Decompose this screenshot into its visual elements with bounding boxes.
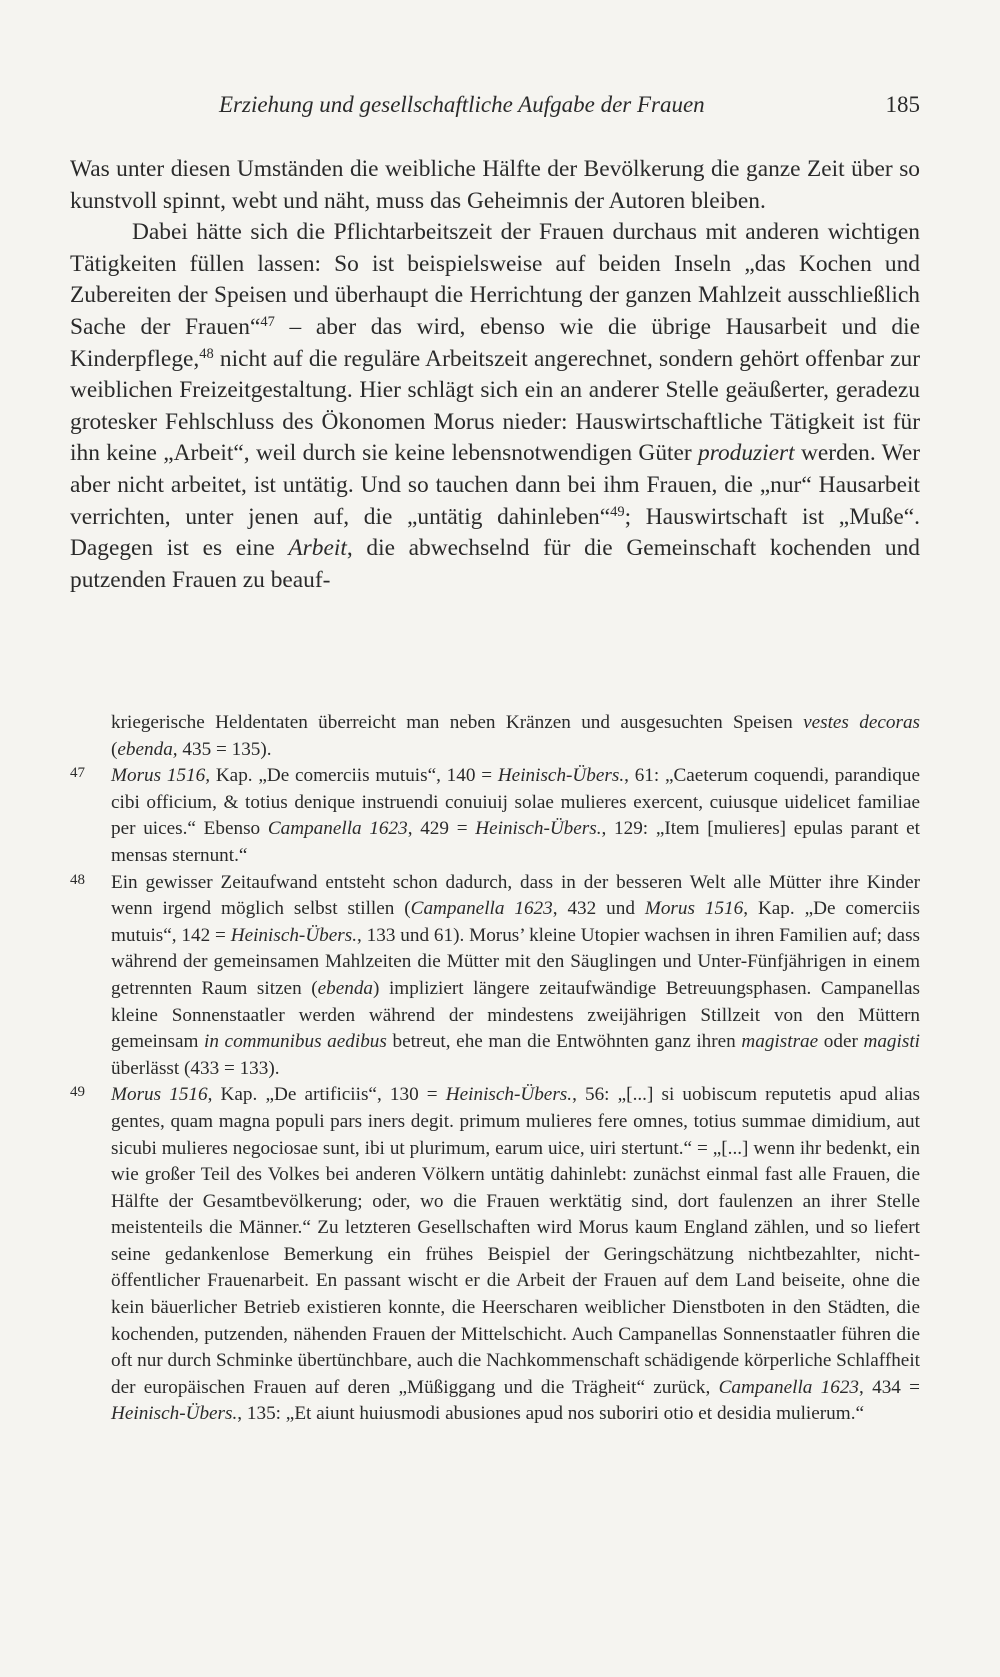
footnote-ref-49: 49 — [610, 503, 625, 520]
emphasis: in communibus aedibus — [204, 1031, 387, 1053]
text-run: , die abwechselnd für die Gemeinschaft kochenden und putzenden Frauen zu beauf- — [70, 535, 920, 593]
text-run: ; Hauswirtschaft ist „Muße“. Dagegen ist es eine — [70, 503, 920, 562]
text-run: werden. Wer aber nicht arbeitet, ist untätig. Und so tauchen dann bei ihm Frauen, die „nur“ Hausarbeit verrichten, unter jenen auf, die „untätig dahinleben“ — [70, 440, 920, 530]
footnote-number: 49 — [70, 1084, 85, 1101]
running-title: Erziehung und gesellschaftliche Aufgabe der Frauen — [219, 92, 705, 117]
text-run: 435 = 135). — [177, 738, 272, 760]
emphasis: Morus 1516 — [111, 1084, 208, 1106]
emphasis: Heinisch-Übers. — [230, 924, 358, 946]
main-text — [70, 154, 920, 596]
text-run: , 434 = — [859, 1376, 920, 1398]
footnote-48 — [70, 870, 920, 1083]
text-run: nicht auf die reguläre Arbeitszeit angerechnet, sondern gehört offenbar zur weiblichen Freizeitgestaltung. Hier schlägt sich ein an anderer Stelle geäußerter, geradezu grotesker Fehlschluss des Ökonomen Morus nieder: Hauswirtschaftliche Tätigkeit ist für ihn keine „Arbeit“, weil durch sie keine lebensnotwendigen Güter — [70, 345, 920, 467]
text-run: Kap. „De comerciis mutuis“, 140 = — [210, 765, 498, 787]
text-run: , 429 = — [407, 818, 476, 840]
text-run: , Kap. „De artificiis“, 130 = — [207, 1084, 446, 1106]
text-run: ) impliziert längere zeitaufwändige Betreuungsphasen. Campanellas kleine Sonnenstaatler werden während der mindestens zweijährigen Stillzeit von den Müttern gemeinsam — [111, 977, 920, 1053]
text-run: Dabei hätte sich die Pflichtarbeitszeit der Frauen durchaus mit anderen wichtigen Tätigkeiten füllen lassen: So ist beispielsweise auf beiden Inseln „das Kochen und Zubereiten der Speisen und überhaupt die Herrichtung der ganzen Mahlzeit ausschließlich Sache der Frauen“ — [70, 219, 920, 340]
footnotes — [70, 710, 920, 1428]
text-run: kriegerische Heldentaten überreicht man neben Kränzen und ausgesuchten Speisen — [111, 712, 804, 733]
text-run: ( — [111, 738, 118, 760]
emphasis: Heinisch-Übers. — [111, 1403, 238, 1425]
emphasis: Morus 1516, — [111, 765, 211, 787]
text-run: , 129: „Item [mulieres] epulas parant et mensas sternunt.“ — [111, 818, 920, 866]
page-number: 185 — [885, 92, 920, 117]
emphasis: ebenda, — [117, 738, 178, 760]
emphasis: produziert — [698, 440, 795, 467]
text-run: , 135: „Et aiunt huiusmodi abusiones apud nos suboriri otio et desidia mulierum.“ — [237, 1403, 865, 1425]
emphasis: Campanella 1623 — [718, 1376, 860, 1398]
emphasis: vestes decoras — [803, 712, 921, 733]
emphasis: Campanella 1623 — [267, 818, 408, 840]
footnote-continuation — [70, 710, 920, 763]
emphasis: magisti — [863, 1031, 920, 1053]
text-run: oder — [818, 1031, 864, 1053]
text-run: betreut, ehe man die Entwöhnten ganz ihren — [386, 1031, 742, 1053]
footnote-49 — [70, 1082, 920, 1428]
emphasis: magistrae — [741, 1031, 819, 1053]
text-run: – aber das wird, ebenso wie die übrige Hausarbeit und die Kinderpflege, — [70, 313, 920, 372]
paragraph-1: Was unter diesen Umständen die weibliche Hälfte der Bevölkerung die ganze Zeit über so kunstvoll spinnt, webt und näht, muss das Geheimnis der Autoren bleiben. — [70, 156, 920, 214]
text-run: , 56: „[...] si uobiscum reputetis apud alias gentes, quam magna populi pars iners degit. primum mulieres fere omnes, totius summae dimidium, aut sicubi mulieres negociosae sunt, ibi ut plurimum, earum uice, uiri stertunt.“ = „[...] wenn ihr bedenkt, ein wie großer Teil des Volkes bei anderen Völkern untätig dahinlebt: zunächst einmal fast alle Frauen, die Hälfte der Gesamtbevölkerung; oder, wo die Frauen werktätig sind, dort faulenzen an ihrer Stelle meistenteils die Männer.“ Zu letzteren Gesellschaften wird Morus kaum England zählen, und so liefert seine gedankenlose Bemerkung ein frühes Beispiel der Geringschätzung nichtbezahlter, nicht-öffentlicher Frauenarbeit. En passant wischt er die Arbeit der Frauen auf dem Land beiseite, ohne die kein bäuerlicher Betrieb existieren konnte, die Heerscharen weiblicher Dienstboten in den Städten, die kochenden, putzenden, nähenden Frauen der Mittelschicht. Auch Campanellas Sonnenstaatler führen die oft nur durch Schminke übertünchbare, auch die Nachkommenschaft schädigende körperliche Schlaffheit der europäischen Frauen auf deren „Müßiggang und die Trägheit“ zurück, — [111, 1084, 920, 1398]
footnote-ref-47: 47 — [260, 314, 275, 330]
text-run: , 133 und 61). Morus’ kleine Utopier wachsen in ihren Familien auf; dass während der gemeinsamen Mahlzeiten die Mütter mit den Säuglingen und Unter-Fünfjährigen in einem getrennten Raum sitzen ( — [111, 924, 920, 999]
footnote-number: 47 — [70, 765, 85, 782]
paragraph-2 — [70, 217, 920, 596]
emphasis: Arbeit — [288, 535, 347, 562]
emphasis: Campanella 1623 — [410, 898, 553, 920]
running-header — [70, 92, 920, 122]
footnote-number: 48 — [70, 871, 85, 888]
footnote-47 — [70, 763, 920, 869]
text-run: , 61: „Caeterum coquendi, parandique cibi officium, & totius denique instruendi conuiuij solae mulieres exercent, cuiusque uidelicet familiae per uices.“ Ebenso — [111, 765, 920, 840]
text-run: , Kap. „De comerciis mutuis“, 142 = — [111, 898, 920, 946]
text-run: Ein gewisser Zeitaufwand entsteht schon dadurch, dass in der besseren Welt alle Mütter ihre Kinder wenn irgend möglich selbst stillen ( — [111, 871, 920, 920]
text-run: , 432 und — [552, 898, 645, 920]
emphasis: Morus 1516 — [644, 898, 744, 920]
emphasis: Heinisch-Übers. — [445, 1084, 573, 1106]
emphasis: Heinisch-Übers. — [475, 818, 602, 840]
text-run: überlässt (433 = 133). — [111, 1057, 280, 1079]
footnote-ref-48: 48 — [199, 345, 214, 362]
emphasis: Heinisch-Übers. — [497, 765, 625, 787]
emphasis: ebenda — [317, 977, 374, 999]
